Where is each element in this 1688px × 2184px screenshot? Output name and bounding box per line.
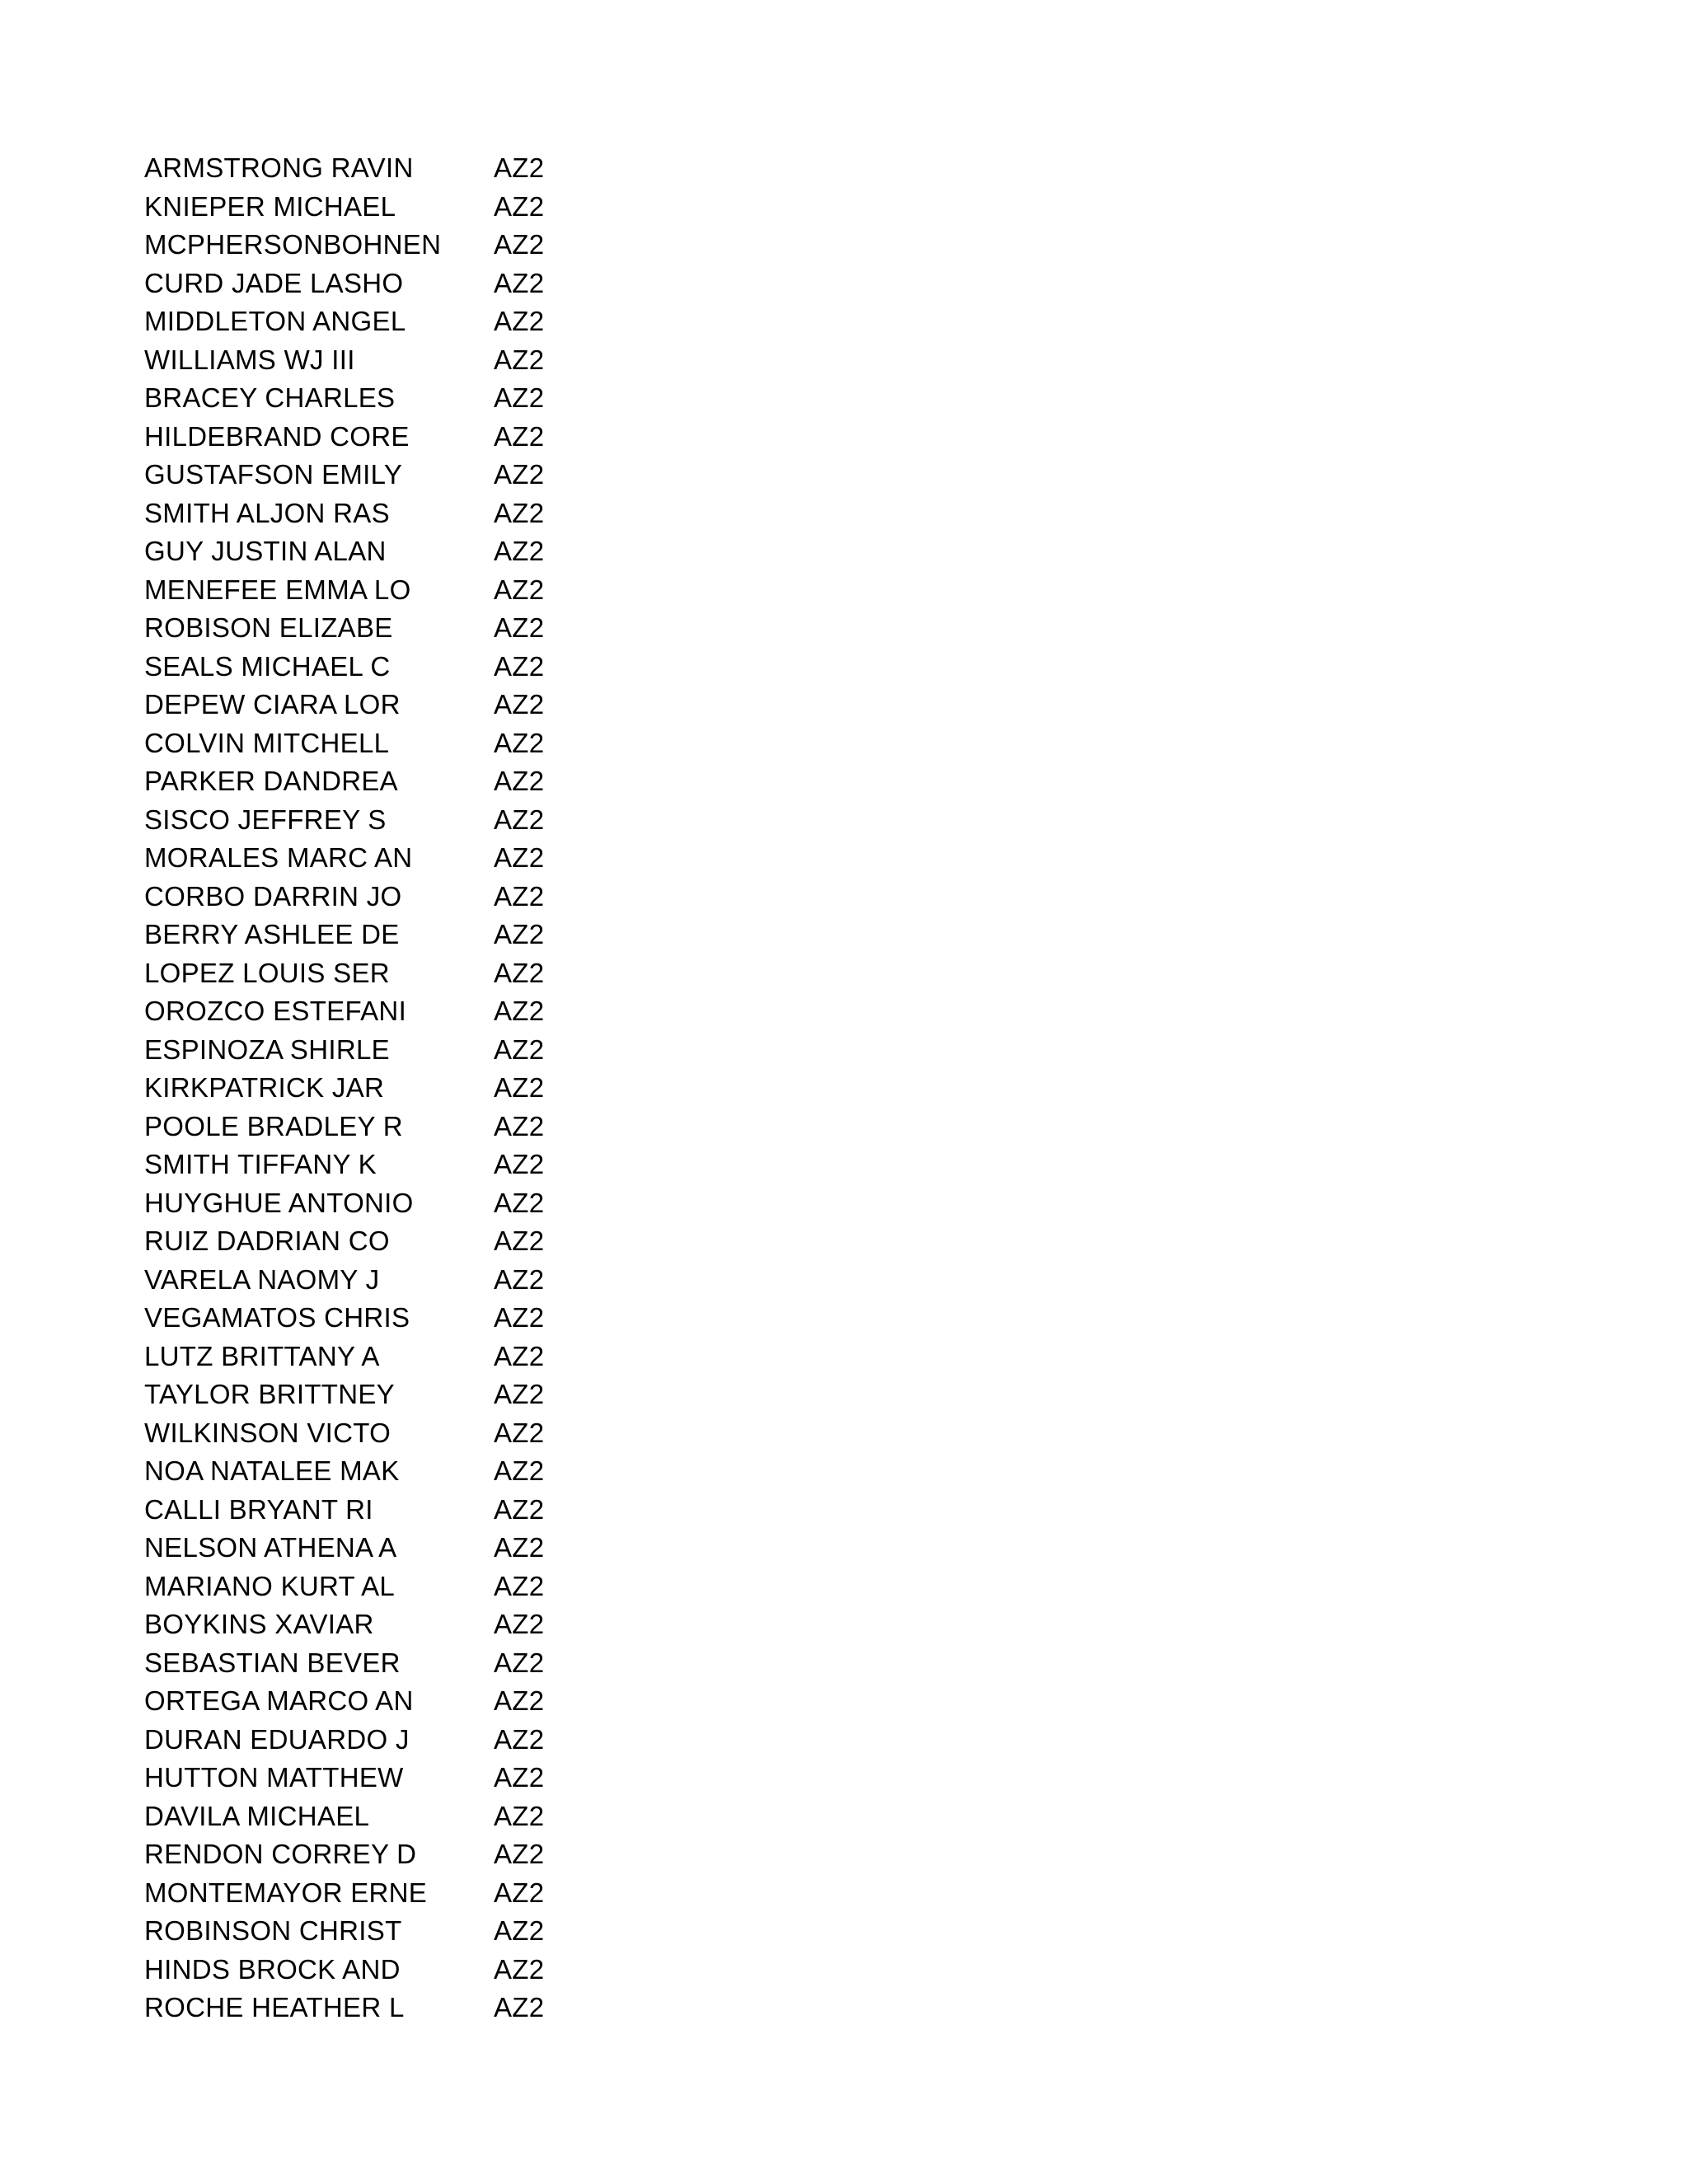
person-name: VEGAMATOS CHRIS [144,1302,410,1333]
person-name: CALLI BRYANT RI [144,1493,373,1525]
list-row [144,188,606,227]
list-row [144,1376,606,1414]
person-name: NELSON ATHENA A [144,1532,397,1563]
list-row [144,494,606,533]
list-row [144,1491,606,1530]
code-value: AZ2 [494,1302,545,1333]
person-name: GUSTAFSON EMILY [144,459,403,490]
person-name: HUTTON MATTHEW [144,1762,404,1793]
person-name: MCPHERSONBOHNEN [144,229,442,260]
person-name: CURD JADE LASHO [144,267,404,298]
list-row [144,571,606,610]
list-row [144,265,606,303]
list-row [144,916,606,954]
list-row [144,1605,606,1644]
person-name: MARIANO KURT AL [144,1570,396,1601]
person-name: SISCO JEFFREY S [144,804,387,835]
name-code-list [144,149,606,2027]
person-name: RENDON CORREY D [144,1839,417,1869]
code-value: AZ2 [494,766,545,796]
person-name: PARKER DANDREA [144,766,398,796]
person-name: ORTEGA MARCO AN [144,1685,414,1716]
list-row [144,302,606,341]
list-row [144,1568,606,1606]
person-name: ROBINSON CHRIST [144,1915,402,1946]
code-value: AZ2 [494,1417,545,1448]
code-value: AZ2 [494,536,545,566]
list-row [144,839,606,878]
list-row [144,1031,606,1070]
code-value: AZ2 [494,1340,545,1371]
person-name: ROBISON ELIZABE [144,612,393,643]
list-row [144,992,606,1031]
person-name: ARMSTRONG RAVIN [144,152,414,183]
code-value: AZ2 [494,190,545,222]
list-row [144,1759,606,1797]
list-row [144,379,606,418]
person-name: WILKINSON VICTO [144,1417,392,1448]
code-value: AZ2 [494,1647,545,1678]
list-row [144,1338,606,1376]
person-name: NOA NATALEE MAK [144,1455,400,1486]
list-row [144,1874,606,1913]
person-name: VARELA NAOMY J [144,1263,380,1295]
code-value: AZ2 [494,842,545,873]
code-value: AZ2 [494,229,545,260]
person-name: HINDS BROCK AND [144,1953,401,1985]
list-row [144,609,606,648]
code-value: AZ2 [494,612,545,643]
person-name: LOPEZ LOUIS SER [144,957,390,988]
list-row [144,1261,606,1300]
person-name: DEPEW CIARA LOR [144,689,401,719]
person-name: BRACEY CHARLES [144,382,396,413]
person-name: RUIZ DADRIAN CO [144,1226,390,1256]
person-name: DURAN EDUARDO J [144,1723,410,1755]
list-row [144,1184,606,1223]
person-name: HUYGHUE ANTONIO [144,1187,414,1218]
person-name: DAVILA MICHAEL [144,1800,370,1831]
person-name: SEBASTIAN BEVER [144,1647,401,1678]
list-row [144,1414,606,1453]
list-row [144,1146,606,1184]
list-row [144,418,606,457]
code-value: AZ2 [494,152,545,183]
person-name: SMITH TIFFANY K [144,1149,377,1179]
list-row [144,1912,606,1951]
person-name: MIDDLETON ANGEL [144,306,406,336]
code-value: AZ2 [494,650,545,682]
list-row [144,1069,606,1108]
code-value: AZ2 [494,1149,545,1179]
list-row [144,1222,606,1261]
person-name: ESPINOZA SHIRLE [144,1033,390,1065]
list-row [144,801,606,840]
code-value: AZ2 [494,1379,545,1409]
code-value: AZ2 [494,689,545,719]
code-value: AZ2 [494,1915,545,1946]
person-name: LUTZ BRITTANY A [144,1340,380,1371]
code-value: AZ2 [494,1226,545,1256]
list-row [144,1797,606,1836]
code-value: AZ2 [494,1685,545,1716]
list-row [144,1644,606,1683]
list-row [144,1989,606,2027]
code-value: AZ2 [494,1263,545,1295]
person-name: TAYLOR BRITTNEY [144,1379,395,1409]
code-value: AZ2 [494,880,545,912]
code-value: AZ2 [494,804,545,835]
code-value: AZ2 [494,459,545,490]
code-value: AZ2 [494,1800,545,1831]
list-row [144,149,606,188]
list-row [144,648,606,687]
code-value: AZ2 [494,1532,545,1563]
code-value: AZ2 [494,1493,545,1525]
code-value: AZ2 [494,344,545,375]
list-row [144,226,606,265]
code-value: AZ2 [494,306,545,336]
code-value: AZ2 [494,727,545,758]
list-row [144,1108,606,1146]
code-value: AZ2 [494,1953,545,1985]
person-name: WILLIAMS WJ III [144,344,355,375]
person-name: OROZCO ESTEFANI [144,996,407,1026]
code-value: AZ2 [494,1033,545,1065]
list-row [144,878,606,916]
person-name: GUY JUSTIN ALAN [144,536,387,566]
list-row [144,1951,606,1990]
list-row [144,1529,606,1568]
list-row [144,954,606,993]
code-value: AZ2 [494,1072,545,1103]
person-name: KNIEPER MICHAEL [144,190,396,222]
code-value: AZ2 [494,919,545,949]
person-name: MORALES MARC AN [144,842,413,873]
person-name: ROCHE HEATHER L [144,1992,405,2022]
code-value: AZ2 [494,574,545,605]
person-name: POOLE BRADLEY R [144,1110,403,1141]
code-value: AZ2 [494,1110,545,1141]
code-value: AZ2 [494,382,545,413]
code-value: AZ2 [494,497,545,528]
code-value: AZ2 [494,957,545,988]
code-value: AZ2 [494,1609,545,1639]
person-name: HILDEBRAND CORE [144,420,410,452]
person-name: MONTEMAYOR ERNE [144,1877,428,1908]
list-row [144,1682,606,1721]
list-row [144,1452,606,1491]
person-name: BERRY ASHLEE DE [144,919,400,949]
list-row [144,341,606,380]
person-name: KIRKPATRICK JAR [144,1072,385,1103]
person-name: MENEFEE EMMA LO [144,574,411,605]
code-value: AZ2 [494,1992,545,2022]
list-row [144,762,606,801]
code-value: AZ2 [494,1723,545,1755]
list-row [144,1721,606,1760]
person-name: SEALS MICHAEL C [144,650,391,682]
code-value: AZ2 [494,1762,545,1793]
code-value: AZ2 [494,1877,545,1908]
code-value: AZ2 [494,996,545,1026]
code-value: AZ2 [494,1455,545,1486]
code-value: AZ2 [494,1839,545,1869]
person-name: SMITH ALJON RAS [144,497,390,528]
person-name: BOYKINS XAVIAR [144,1609,374,1639]
list-row [144,1835,606,1874]
list-row [144,532,606,571]
code-value: AZ2 [494,420,545,452]
person-name: COLVIN MITCHELL [144,727,390,758]
code-value: AZ2 [494,1570,545,1601]
person-name: CORBO DARRIN JO [144,880,402,912]
list-row [144,456,606,494]
code-value: AZ2 [494,1187,545,1218]
list-row [144,724,606,763]
list-row [144,686,606,724]
list-row [144,1299,606,1338]
code-value: AZ2 [494,267,545,298]
